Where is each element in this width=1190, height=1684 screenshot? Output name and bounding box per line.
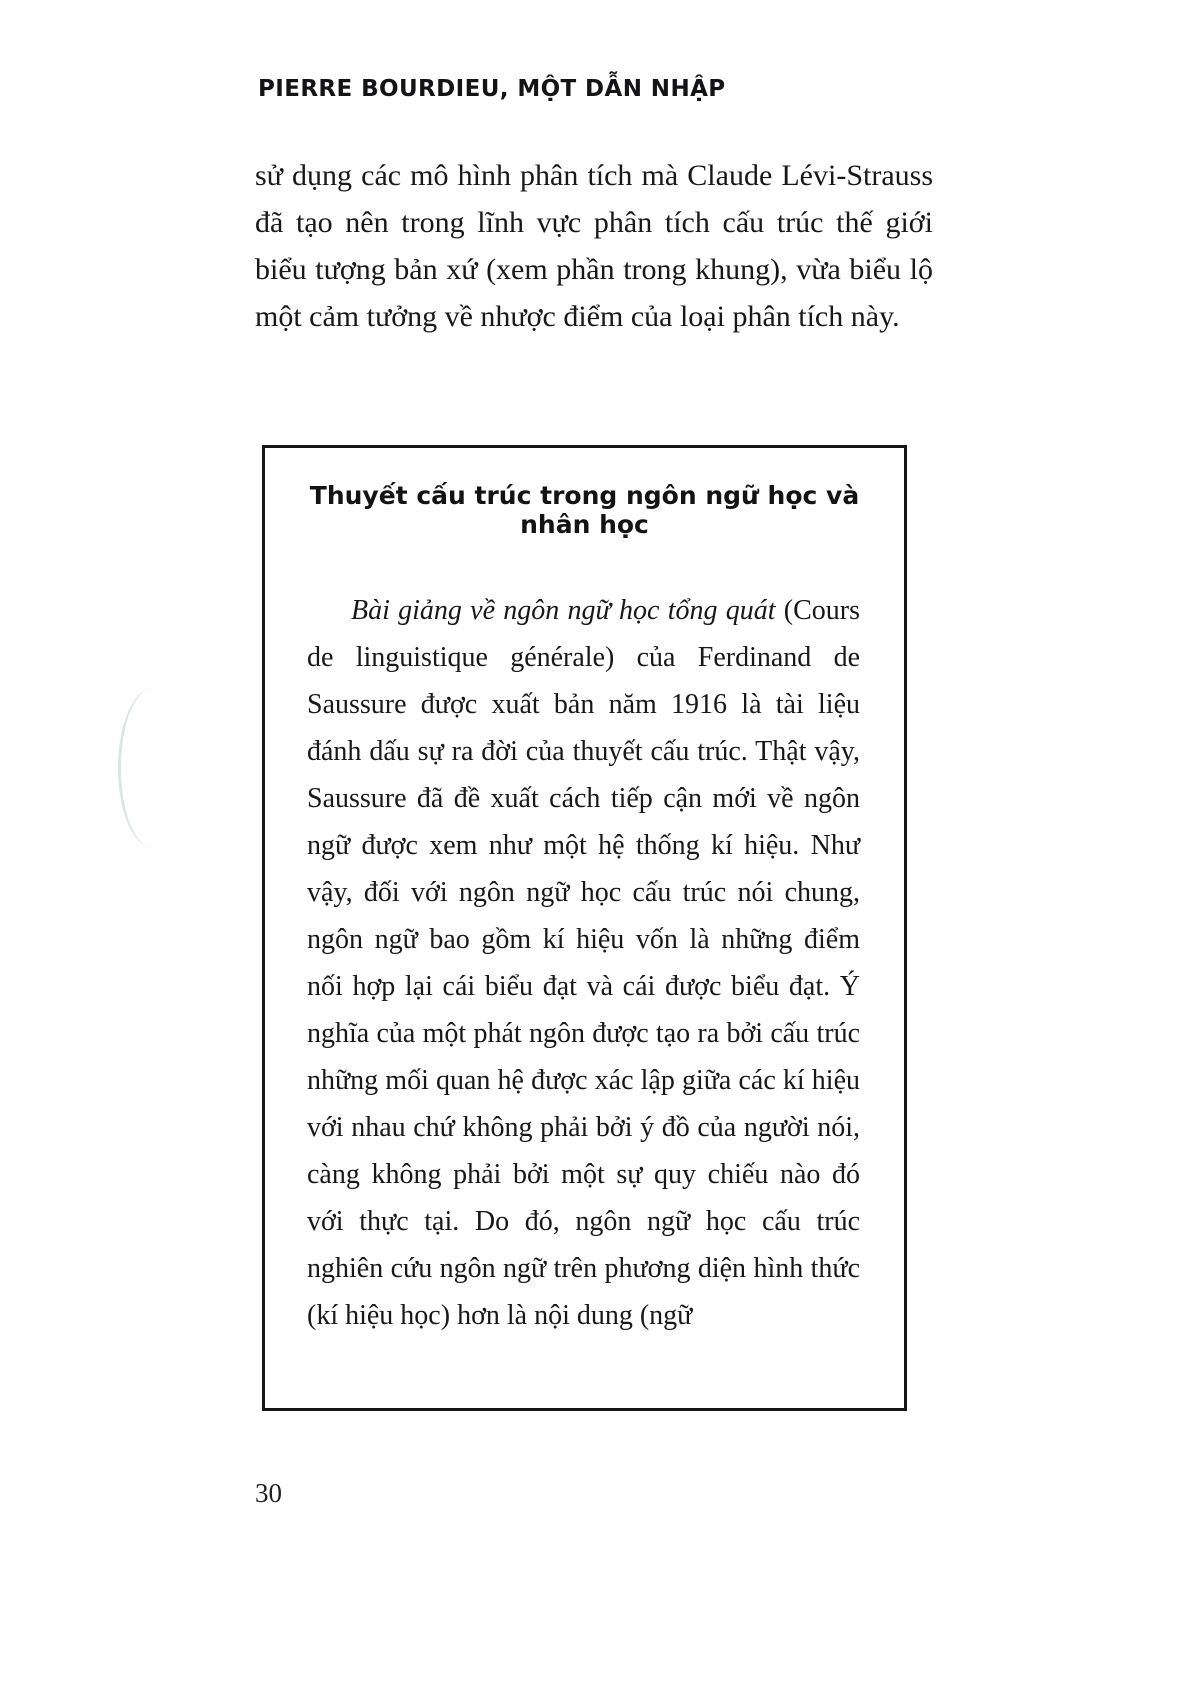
box-paragraph-body: (Cours de linguistique générale) của Ferdinand de Saussure được xuất bản năm 1916 là tài liệu đánh dấu sự ra đời của thuyết cấu trúc. Thật vậy, Saussure đã đề xuất cách tiếp cận mới về ngôn ngữ được xem như một hệ thống kí hiệu. Như vậy, đối với ngôn ngữ học cấu trúc nói chung, ngôn ngữ bao gồm kí hiệu vốn là những điểm nối hợp lại cái biểu đạt và cái được biểu đạt. Ý nghĩa của một phát ngôn được tạo ra bởi cấu trúc những mối quan hệ được xác lập giữa các kí hiệu với nhau chứ không phải bởi ý đồ của người nói, càng không phải bởi một sự quy chiếu nào đó với thực tại. Do đó, ngôn ngữ học cấu trúc nghiên cứu ngôn ngữ trên phương diện hình thức (kí hiệu học) hơn là nội dung (ngữ [307,595,860,1331]
sidebar-text-box [262,445,907,1411]
scan-artifact [118,688,188,848]
running-header: PIERRE BOURDIEU, MỘT DẪN NHẬP [258,76,726,102]
box-title: Thuyết cấu trúc trong ngôn ngữ học và nhân học [309,481,860,539]
intro-paragraph: sử dụng các mô hình phân tích mà Claude Lévi-Strauss đã tạo nên trong lĩnh vực phân tích cấu trúc thế giới biểu tượng bản xứ (xem phần trong khung), vừa biểu lộ một cảm tưởng về nhược điểm của loại phân tích này. [255,159,933,333]
page-number: 30 [255,1478,282,1508]
box-paragraph-italic-lead: Bài giảng về ngôn ngữ học tổng quát [351,595,776,626]
box-paragraph [307,587,860,1339]
